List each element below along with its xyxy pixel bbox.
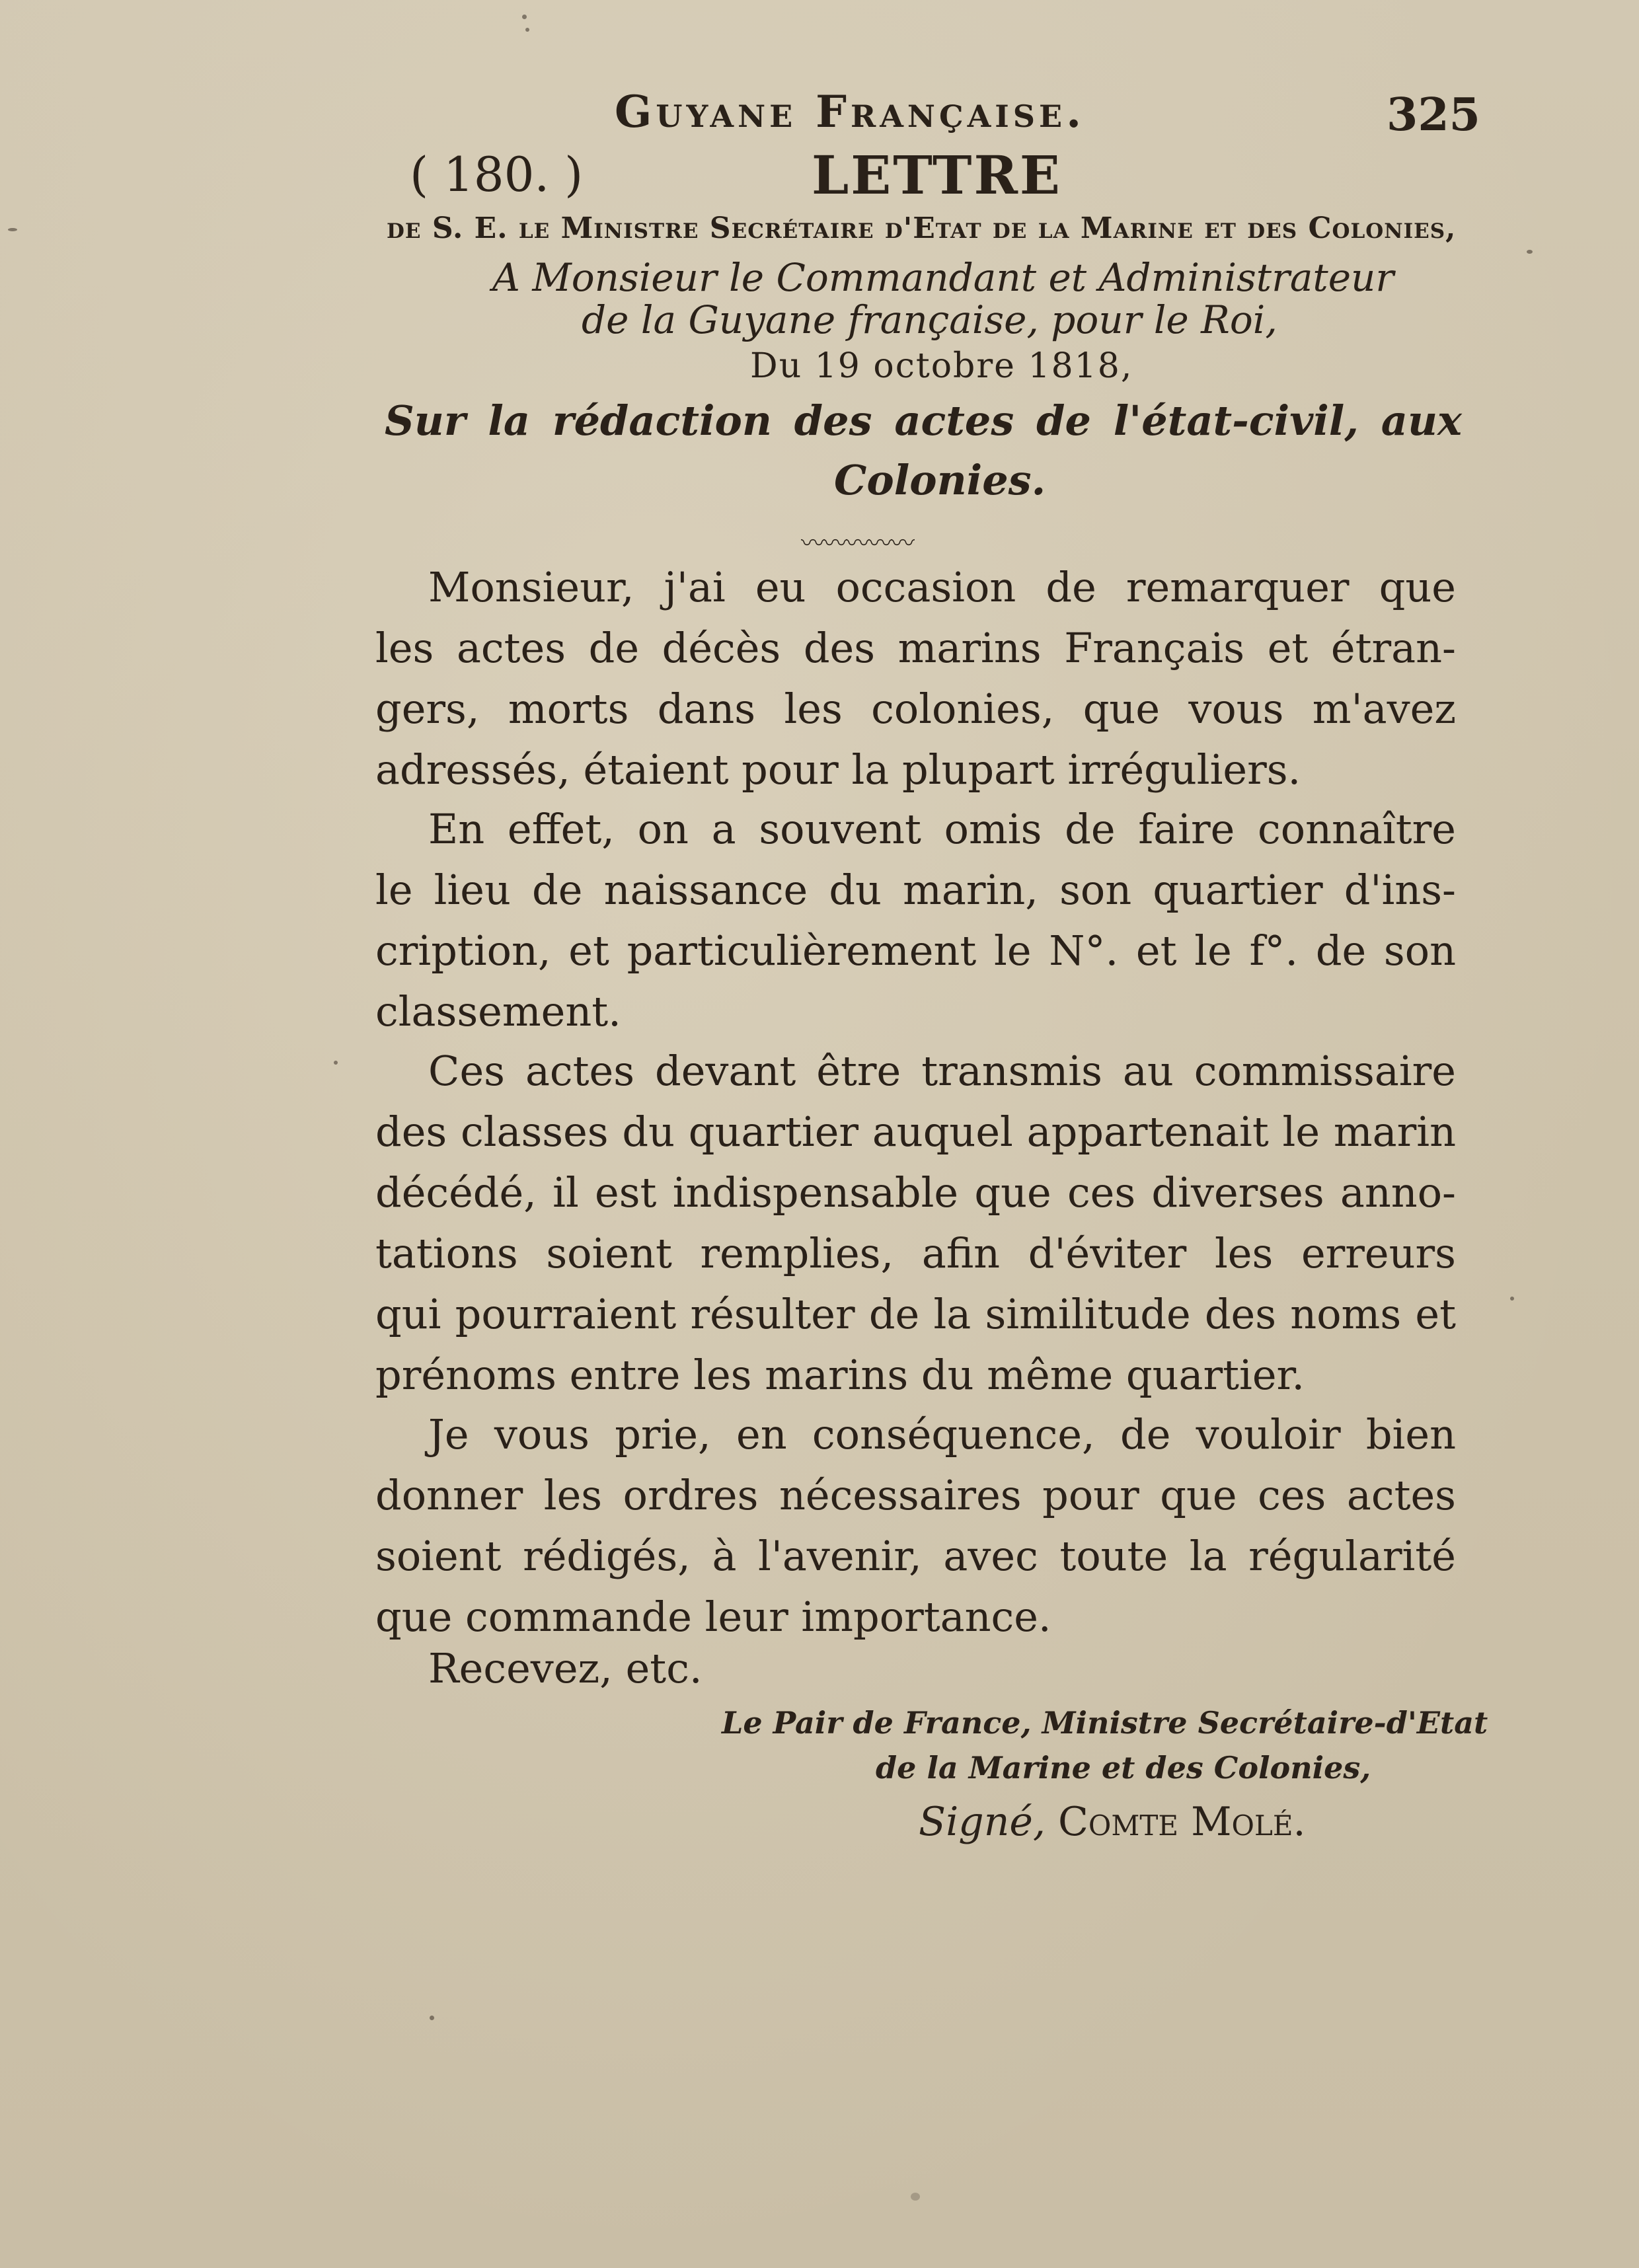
paper-speck <box>1510 1297 1514 1301</box>
body-line: que commande leur importance. <box>375 1593 1051 1641</box>
body-line: En effet, on a souvent omis de faire connaître <box>428 805 1456 853</box>
running-head: Guyane Française. <box>615 86 1086 137</box>
letter-date: Du 19 octobre 1818, <box>750 346 1133 386</box>
paper-speck <box>522 15 527 19</box>
signature-title-line-2: de la Marine et des Colonies, <box>876 1750 1371 1786</box>
paper-speck <box>8 228 17 231</box>
paper-speck <box>334 1061 338 1065</box>
body-line: Ces actes devant être transmis au commissaire <box>428 1047 1456 1095</box>
wavy-rule-ornament: 〰〰〰〰〰 <box>801 530 914 557</box>
body-line: qui pourraient résulter de la similitude des noms et <box>375 1290 1456 1338</box>
recipient-line-2: de la Guyane française, pour le Roi, <box>582 297 1277 342</box>
body-line: classement. <box>375 987 621 1036</box>
body-line: soient rédigés, à l'avenir, avec toute la régularité <box>375 1532 1456 1580</box>
page-number: 325 <box>1387 89 1480 141</box>
body-line: prénoms entre les marins du même quartier. <box>375 1351 1305 1399</box>
signed-label: Signé, <box>919 1799 1046 1845</box>
body-line: décédé, il est indispensable que ces diverses anno- <box>375 1168 1456 1217</box>
paper-speck <box>1527 250 1533 254</box>
body-line: tations soient remplies, afin d'éviter les erreurs <box>375 1229 1456 1277</box>
sender-line: de S. E. le Ministre Secrétaire d'Etat de la Marine et des Colonies, <box>387 211 1457 245</box>
body-line: adressés, étaient pour la plupart irréguliers. <box>375 745 1301 794</box>
paper-speck <box>430 2016 434 2020</box>
body-line: cription, et particulièrement le N°. et le f°. de son <box>375 926 1456 975</box>
document-number: ( 180. ) <box>410 147 584 202</box>
body-line: gers, morts dans les colonies, que vous m'avez <box>375 685 1456 733</box>
subject-line-2: Colonies. <box>834 456 1046 504</box>
body-line: des classes du quartier auquel appartenait le marin <box>375 1108 1456 1156</box>
subject-line-1: Sur la rédaction des actes de l'état-civil, aux <box>385 397 1462 445</box>
paper-speck <box>525 28 529 32</box>
document-type-heading: LETTRE <box>812 144 1062 206</box>
body-line: Je vous prie, en conséquence, de vouloir bien <box>428 1410 1456 1458</box>
paper-speck <box>911 2193 920 2201</box>
body-line: le lieu de naissance du marin, son quartier d'ins- <box>375 866 1456 914</box>
body-line: Monsieur, j'ai eu occasion de remarquer que <box>428 563 1456 611</box>
recipient-line-1: A Monsieur le Commandant et Administrateur <box>492 255 1394 300</box>
body-line: Recevez, etc. <box>428 1644 703 1692</box>
signatory-name: Comte Molé. <box>1058 1799 1306 1845</box>
body-line: donner les ordres nécessaires pour que ces actes <box>375 1471 1456 1519</box>
signature-title-line-1: Le Pair de France, Ministre Secrétaire-d'Etat <box>722 1705 1488 1741</box>
body-line: les actes de décès des marins Français et étran- <box>375 624 1456 672</box>
signature-signed-line <box>919 1799 1306 1845</box>
